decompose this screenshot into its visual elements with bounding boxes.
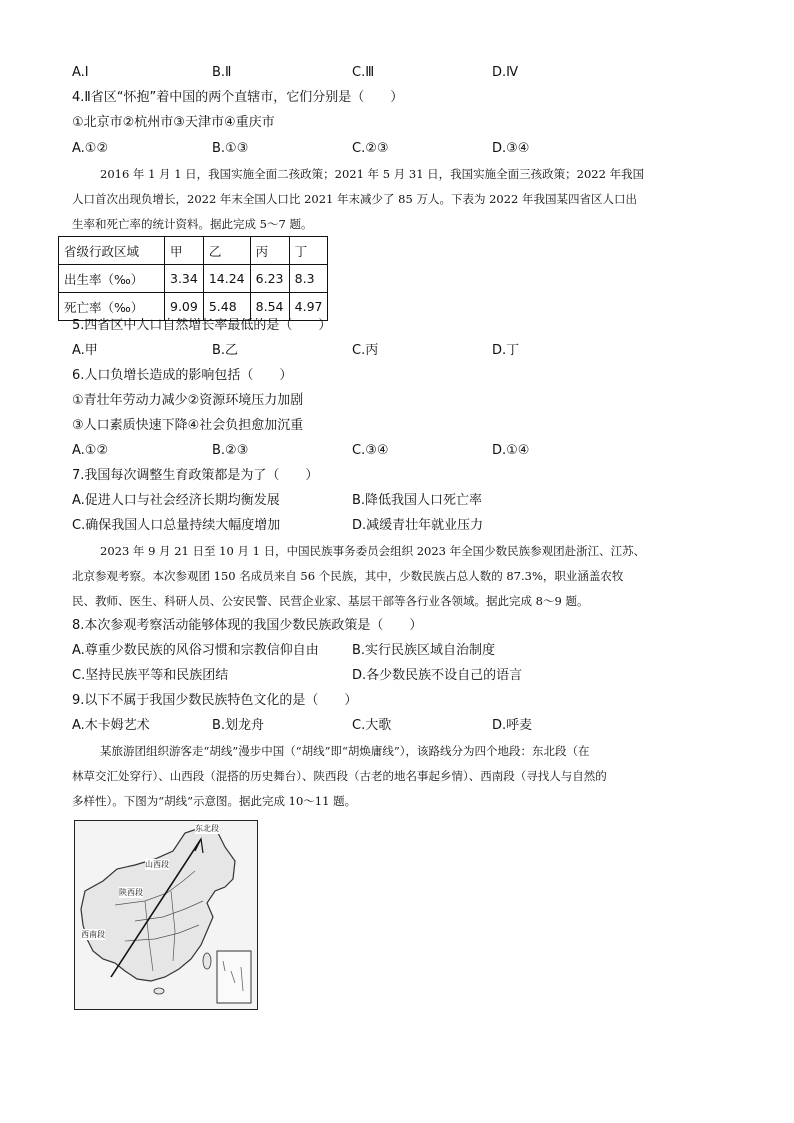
map-label-southwest: 西南段 bbox=[81, 930, 105, 939]
table-header-cell: 丁 bbox=[289, 237, 328, 265]
q7-option-a: A.促进人口与社会经济长期均衡发展 bbox=[72, 493, 280, 508]
table-cell: 8.54 bbox=[250, 293, 289, 321]
passage1-line-3: 生率和死亡率的统计资料。据此完成 5～7 题。 bbox=[72, 217, 313, 231]
q6-option-c: C.③④ bbox=[352, 443, 389, 458]
q6-choices-1: ①青壮年劳动力减少②资源环境压力加剧 bbox=[72, 393, 304, 408]
q3-option-a: A.Ⅰ bbox=[72, 65, 89, 80]
q9-option-d: D.呼麦 bbox=[492, 718, 533, 733]
q3-option-d: D.Ⅳ bbox=[492, 65, 519, 80]
q5-option-b: B.乙 bbox=[212, 343, 239, 358]
q7-option-c: C.确保我国人口总量持续大幅度增加 bbox=[72, 518, 281, 533]
table-header-row bbox=[59, 237, 328, 265]
table-header-cell: 甲 bbox=[165, 237, 204, 265]
table-cell: 5.48 bbox=[203, 293, 250, 321]
passage3-line-1: 某旅游团组织游客走“胡线”漫步中国（“胡线”即“胡焕庸线”），该路线分为四个地段：东北段（在 bbox=[100, 744, 590, 758]
q5-option-a: A.甲 bbox=[72, 343, 98, 358]
q9-option-a: A.木卡姆艺术 bbox=[72, 718, 150, 733]
table-cell: 3.34 bbox=[165, 265, 204, 293]
table-header-cell: 省级行政区域 bbox=[59, 237, 165, 265]
q8-option-c: C.坚持民族平等和民族团结 bbox=[72, 668, 229, 683]
passage3-line-2: 林草交汇处穿行）、山西段（混搭的历史舞台）、陕西段（古老的地名事起乡情）、西南段（寻找人与自然的 bbox=[72, 769, 607, 783]
q9-stem: 9.以下不属于我国少数民族特色文化的是（ ） bbox=[72, 693, 358, 708]
q5-stem: 5.四省区中人口自然增长率最低的是（ ） bbox=[72, 318, 332, 333]
map-label-shaanxi: 陕西段 bbox=[119, 888, 143, 897]
table-cell: 6.23 bbox=[250, 265, 289, 293]
q9-option-c: C.大歌 bbox=[352, 718, 392, 733]
birth-death-rate-table bbox=[58, 236, 328, 321]
q4-option-b: B.①③ bbox=[212, 141, 249, 156]
passage1-line-2: 人口首次出现负增长，2022 年末全国人口比 2021 年末减少了 85 万人。下表为 2022 年我国某四省区人口出 bbox=[72, 192, 638, 206]
table-cell: 4.97 bbox=[289, 293, 328, 321]
q5-option-d: D.丁 bbox=[492, 343, 520, 358]
q4-choices: ①北京市②杭州市③天津市④重庆市 bbox=[72, 115, 275, 130]
q3-option-c: C.Ⅲ bbox=[352, 65, 375, 80]
table-row bbox=[59, 265, 328, 293]
table-header-cell: 乙 bbox=[203, 237, 250, 265]
q7-stem: 7.我国每次调整生育政策都是为了（ ） bbox=[72, 468, 319, 483]
passage2-line-2: 北京参观考察。本次参观团 150 名成员来自 56 个民族，其中，少数民族占总人数的 87.3%，职业涵盖农牧 bbox=[72, 569, 624, 583]
table-cell: 9.09 bbox=[165, 293, 204, 321]
map-label-northeast: 东北段 bbox=[195, 824, 219, 833]
q8-option-a: A.尊重少数民族的风俗习惯和宗教信仰自由 bbox=[72, 643, 319, 658]
q4-option-c: C.②③ bbox=[352, 141, 389, 156]
q3-option-b: B.Ⅱ bbox=[212, 65, 232, 80]
q4-stem: 4.Ⅱ省区“怀抱”着中国的两个直辖市，它们分别是（ ） bbox=[72, 90, 404, 105]
q6-option-d: D.①④ bbox=[492, 443, 530, 458]
q4-option-d: D.③④ bbox=[492, 141, 530, 156]
q8-option-d: D.各少数民族不设自己的语言 bbox=[352, 668, 523, 683]
passage3-line-3: 多样性）。下图为“胡线”示意图。据此完成 10～11 题。 bbox=[72, 794, 357, 808]
table-cell: 8.3 bbox=[289, 265, 328, 293]
q5-option-c: C.丙 bbox=[352, 343, 379, 358]
table-header-cell: 丙 bbox=[250, 237, 289, 265]
q9-option-b: B.划龙舟 bbox=[212, 718, 265, 733]
table-cell: 出生率（‰） bbox=[59, 265, 165, 293]
passage1-line-1: 2016 年 1 月 1 日，我国实施全面二孩政策；2021 年 5 月 31 日，我国实施全面三孩政策；2022 年我国 bbox=[100, 167, 645, 181]
q8-stem: 8.本次参观考察活动能够体现的我国少数民族政策是（ ） bbox=[72, 618, 423, 633]
hu-line-map bbox=[74, 820, 258, 1010]
q7-option-d: D.减缓青壮年就业压力 bbox=[352, 518, 484, 533]
q7-option-b: B.降低我国人口死亡率 bbox=[352, 493, 483, 508]
table-cell: 死亡率（‰） bbox=[59, 293, 165, 321]
china-outline-map bbox=[75, 821, 257, 1009]
q6-stem: 6.人口负增长造成的影响包括（ ） bbox=[72, 368, 293, 383]
q6-option-a: A.①② bbox=[72, 443, 109, 458]
map-label-shanxi: 山西段 bbox=[145, 860, 169, 869]
q6-option-b: B.②③ bbox=[212, 443, 249, 458]
q6-choices-2: ③人口素质快速下降④社会负担愈加沉重 bbox=[72, 418, 304, 433]
passage2-line-1: 2023 年 9 月 21 日至 10 月 1 日，中国民族事务委员会组织 2023 年全国少数民族参观团赴浙江、江苏、 bbox=[100, 544, 646, 558]
table-cell: 14.24 bbox=[203, 265, 250, 293]
passage2-line-3: 民、教师、医生、科研人员、公安民警、民营企业家、基层干部等各行业各领域。据此完成 8～9 题。 bbox=[72, 594, 589, 608]
q8-option-b: B.实行民族区域自治制度 bbox=[352, 643, 496, 658]
q4-option-a: A.①② bbox=[72, 141, 109, 156]
